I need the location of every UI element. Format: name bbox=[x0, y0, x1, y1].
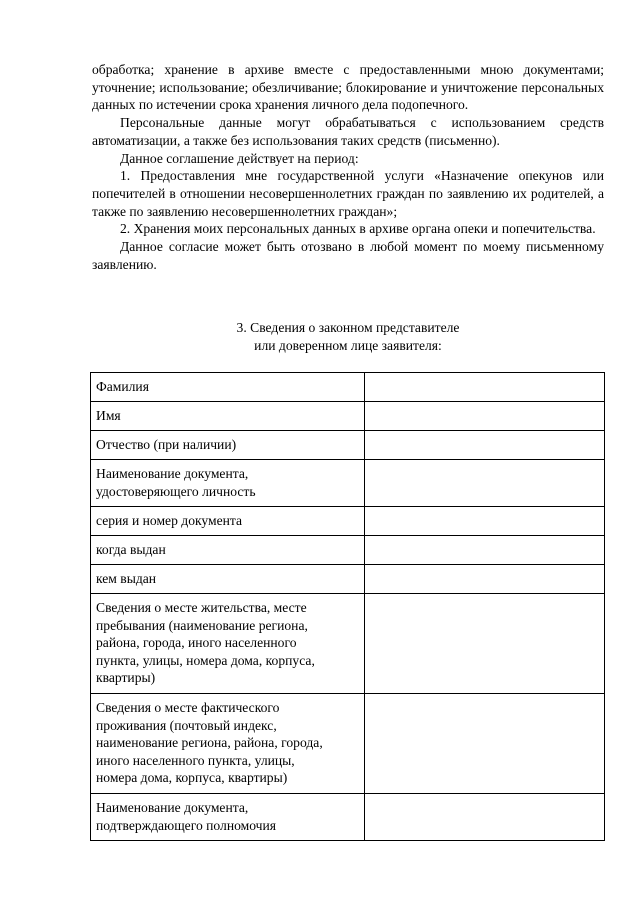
field-value-cell[interactable] bbox=[365, 431, 605, 460]
paragraph-automation: Персональные данные могут обрабатываться с использованием средств автоматизации, а также без использования таких средств (письменно). bbox=[92, 115, 604, 148]
field-label: Наименование документа, подтверждающего полномочия bbox=[91, 794, 365, 841]
field-value-cell[interactable] bbox=[365, 507, 605, 536]
representative-info-table-body bbox=[91, 373, 605, 841]
field-label: Фамилия bbox=[91, 373, 365, 402]
table-row bbox=[91, 460, 605, 507]
table-row bbox=[91, 565, 605, 594]
field-value-cell[interactable] bbox=[365, 536, 605, 565]
table-row bbox=[91, 694, 605, 794]
table-row bbox=[91, 431, 605, 460]
field-value-cell[interactable] bbox=[365, 694, 605, 794]
field-label: серия и номер документа bbox=[91, 507, 365, 536]
field-label: Сведения о месте фактического проживания (почтовый индекс, наименование региона, района, города, иного населенного пункта, улицы, номера дома, корпуса, квартиры) bbox=[91, 694, 365, 794]
table-row bbox=[91, 507, 605, 536]
field-label: Сведения о месте жительства, месте пребывания (наименование региона, района, города, иного населенного пункта, улицы, номера дома, корпуса, квартиры) bbox=[91, 594, 365, 694]
field-value-cell[interactable] bbox=[365, 565, 605, 594]
field-label: Отчество (при наличии) bbox=[91, 431, 365, 460]
paragraph-period-item-2: 2. Хранения моих персональных данных в архиве органа опеки и попечительства. bbox=[120, 221, 596, 237]
consent-text-block bbox=[92, 61, 604, 273]
field-value-cell[interactable] bbox=[365, 373, 605, 402]
table-row bbox=[91, 594, 605, 694]
field-value-cell[interactable] bbox=[365, 594, 605, 694]
field-label: когда выдан bbox=[91, 536, 365, 565]
representative-info-table bbox=[90, 372, 605, 841]
field-value-cell[interactable] bbox=[365, 794, 605, 841]
field-label: Наименование документа, удостоверяющего личность bbox=[91, 460, 365, 507]
field-label: Имя bbox=[91, 402, 365, 431]
table-row bbox=[91, 402, 605, 431]
field-value-cell[interactable] bbox=[365, 402, 605, 431]
table-row bbox=[91, 373, 605, 402]
section-title-line-2: или доверенном лице заявителя: bbox=[254, 338, 442, 353]
section-title bbox=[92, 319, 604, 355]
field-value-cell[interactable] bbox=[365, 460, 605, 507]
section-title-line-1: 3. Сведения о законном представителе bbox=[236, 320, 460, 335]
table-row bbox=[91, 536, 605, 565]
paragraph-period-item-1: 1. Предоставления мне государственной услуги «Назначение опекунов или попечителей в отношении несовершеннолетних граждан по заявлению их родителей, а также по заявлению несовершеннолетних граждан»; bbox=[92, 168, 604, 219]
field-label: кем выдан bbox=[91, 565, 365, 594]
paragraph-revocation: Данное согласие может быть отозвано в любой момент по моему письменному заявлению. bbox=[92, 239, 604, 272]
table-row bbox=[91, 794, 605, 841]
paragraph-validity-period: Данное соглашение действует на период: bbox=[120, 150, 359, 166]
paragraph-processing-actions: обработка; хранение в архиве вместе с предоставленными мною документами; уточнение; использование; обезличивание; блокирование и уничтожение персональных данных по истечении срока хранения личного дела подопечного. bbox=[92, 62, 604, 113]
